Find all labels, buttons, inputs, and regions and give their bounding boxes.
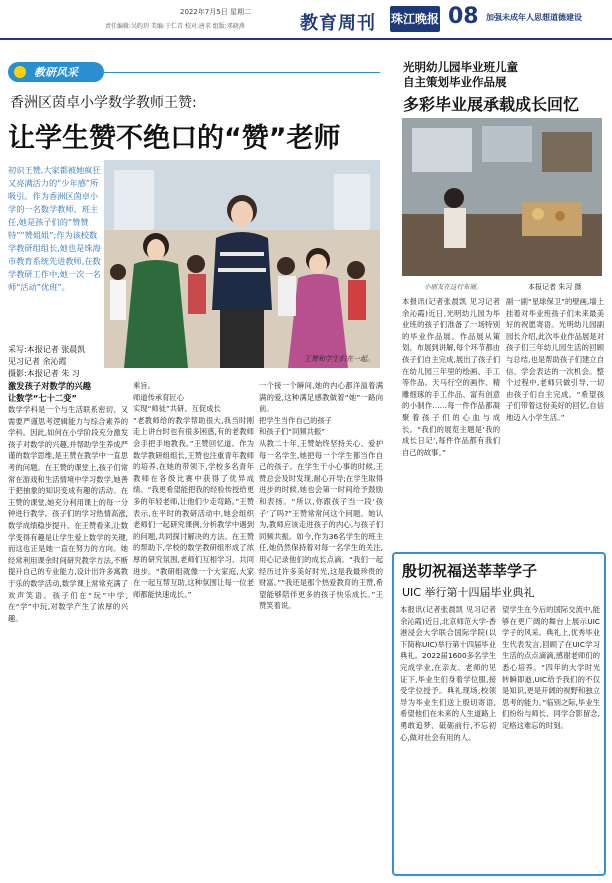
right-photo-caption: 小朋友在这行布展。: [424, 283, 483, 291]
boxed-headline: 殷切祝福送莘莘学子: [402, 562, 538, 580]
boxed-subhead: UIC 举行第十四届毕业典礼: [402, 586, 535, 599]
left-column-2: 乘旨。 师道传承育匠心 实现“师徒”共研、互促成长 “老教师给的教学帮助很大,我当时刚走上讲台时也有很多困惑,有的老教师会手把手地教我。”王赞回忆道。作为数学教研组组长,王赞也注重青年教师的培养,在她的带领下,学校多名青年教师在各级比赛中获得了优异成绩。“我更希望能把我的经验传授给更多的年轻老师,让他们少走弯路。”王赞表示,在平时的教研活动中,她会组织老师们一起研究课例,分析教学中遇到的问题,共同探讨解决的方法。在王赞的帮助下,学校的数学教研组形成了浓厚的研究氛围,老师们互相学习、共同进步。“教研组就像一个大家庭,大家在一起互帮互助,这种氛围让每一位老师都能快速成长。”: [133, 381, 254, 599]
left-column-3: 一个接一个瞬间,她的内心都洋溢着满满的爱,这种满足感教做着“她”一路向前。 把学生当作自己的孩子 和孩子们“同频共振” 从教二十年,王赞始终坚持关心、爱护每一名学生,她把每一个学生都当作自己的孩子。在学生干小心事的时候,王赞总会及时发现,耐心开导;在学生取得进步的时候,她也会第一时间给予鼓励和表扬。“所以,你跟孩子当一段‘孩子’了吗?”王赞常常问这个问题。她认为,教师应该走进孩子的内心,与孩子们同频共振。如今,作为36名学生的班主任,她仍然保持着对每一名学生的关注,用心记录他们的成长点滴。“我们一起经历过许多美好时光,这是我最珍贵的财富。”“我还是那个热爱教育的王赞,希望能够陪伴更多的孩子快乐成长。”王赞笑着说。: [259, 381, 383, 611]
header-divider: [0, 38, 612, 40]
right-article-headline: 多彩毕业展承载成长回忆: [403, 95, 580, 114]
right-article-photo: [402, 118, 602, 276]
right-column-1: 本报讯(记者张晨凯 见习记者余沁霞)近日,光明幼儿园为毕业班的孩子们准备了一场特别的毕业作品展。作品展从策划、布展到讲解,每个环节都由孩子们自主完成,展出了孩子们在幼儿园三年里的绘画、手工等作品。天马行空的画作、精雕细琢的手工作品、富有创意的小制作……每一件作品都凝聚着孩子们的心血与成长。“我们的展览主题是‘我的成长日记’,每件作品都有我们自己的故事。”: [402, 297, 500, 457]
left-column-1: [8, 380, 128, 876]
newspaper-logo: 珠江晚报: [390, 6, 440, 32]
banner-divider: [104, 72, 380, 73]
right-column-2: 副一副“星球保卫”的壁画,墙上挂着对毕业班孩子们未来最美好的祝愿寄语。光明幼儿园副园长介绍,此次毕业作品展是对孩子们三年幼儿园生活的回顾与总结,也是帮助孩子们建立自信、学会表达的一次机会。整个过程中,老师只做引导,一切由孩子们自主完成。“希望孩子们带着这份美好的回忆,自信地迈入小学生活。”: [506, 297, 604, 422]
teacher-students-illustration: [104, 160, 380, 368]
boxed-column-2: 望学生在今后的国际交流中,能够在更广阔的舞台上展示UIC学子的风采。典礼上,优秀毕业生代表发言,回顾了在UIC学习生活的点点滴滴,感谢老师们的悉心培养。“四年的大学时光转瞬即逝,UIC给予我们的不仅是知识,更是开阔的视野和独立思考的能力。”临别之际,毕业生们纷纷与师长、同学合影留念,定格这难忘的时刻。: [502, 605, 600, 730]
section-heading-interest: 激发孩子对数学的兴趣 让数学“七十二变”: [8, 381, 91, 403]
article-intro: 初识王赞,大家都被她疯狂又亮满活力的“少年感”所吸引。作为香洲区茵卓小学的一名数学教师、班主任,她是孩子们的“赞赞特”“赞姐姐”;作为该校数学教研组组长,她也是珠海市教育系统先进教师,在数学教研工作中,她一次一名师“活动”优班”。: [8, 165, 101, 292]
article-subtitle: 香洲区茵卓小学数学教师王赞:: [10, 95, 197, 111]
column-1-body: 数学学科是一个与生活联系密切、又需要严谨思考逻辑能力与综合素养的学科。因此,如何在小学阶段充分激发孩子对数学的兴趣,并帮助学生养成严谨的数学思维,是王赞在教学中一直思考的问题。在王赞的课堂上,孩子们常常在游戏和生活情境中学习数学,她善于把抽象的知识变成有趣的活动。在王赞的课堂,她充分利用课上的每一分钟进行教学。孩子们的学习热情高涨,数学成绩稳步提升。在王赞看来,让数学变得有趣是让学生爱上数学的关键,而这也正是她一直在努力的方向。她经常利用课余时间研究教学方法,不断提升自己的专业能力,设计出许多寓教于乐的数学活动,数学课上常常充满了欢声笑语。孩子们在“玩”中学,在“学”中玩,对数学产生了浓厚的兴趣。: [8, 405, 128, 623]
article-byline: 采写:本报记者 张晨凯 见习记者 余沁霞 摄影:本报记者 朱 习: [8, 345, 86, 378]
banner-dot-icon: [14, 66, 26, 78]
section-title: 教育周刊: [300, 13, 376, 34]
editor-credits: 责任编辑:吴昀玥 美编:于仁青 校对:唐求 组版:邓晓燕: [105, 23, 245, 30]
right-article-kicker: 光明幼儿园毕业班儿童 自主策划毕业作品展: [403, 60, 518, 89]
right-photo-credit: 本报记者 朱习 摄: [528, 283, 582, 291]
article-headline: 让学生赞不绝口的“赞”老师: [8, 123, 341, 154]
banner-label: 教研风采: [34, 66, 78, 79]
page-header: [0, 0, 612, 42]
header-slogan: 加强未成年人思想道德建设: [486, 13, 582, 22]
exhibition-illustration: [402, 118, 602, 276]
issue-date: 2022年7月5日 星期二: [180, 8, 251, 16]
article-photo: [104, 160, 380, 368]
boxed-column-1: 本报讯(记者张晨凯 见习记者余沁霞)近日,北京师范大学-香港浸会大学联合国际学院(以下简称UIC)举行第十四届毕业典礼。2022届1600多名学生完成学业,在亲友、老师的见证下,毕业生们身着学位服,接受学位授予。典礼现场,校领导为毕业生们送上殷切寄语,希望他们在未来的人生道路上勇敢追梦、砥砺前行,不忘初心,做对社会有用的人。: [400, 605, 496, 742]
page-number: 08: [448, 4, 479, 29]
column-banner: [8, 62, 104, 82]
photo-caption: 王赞和学生们在一起。: [304, 355, 374, 363]
